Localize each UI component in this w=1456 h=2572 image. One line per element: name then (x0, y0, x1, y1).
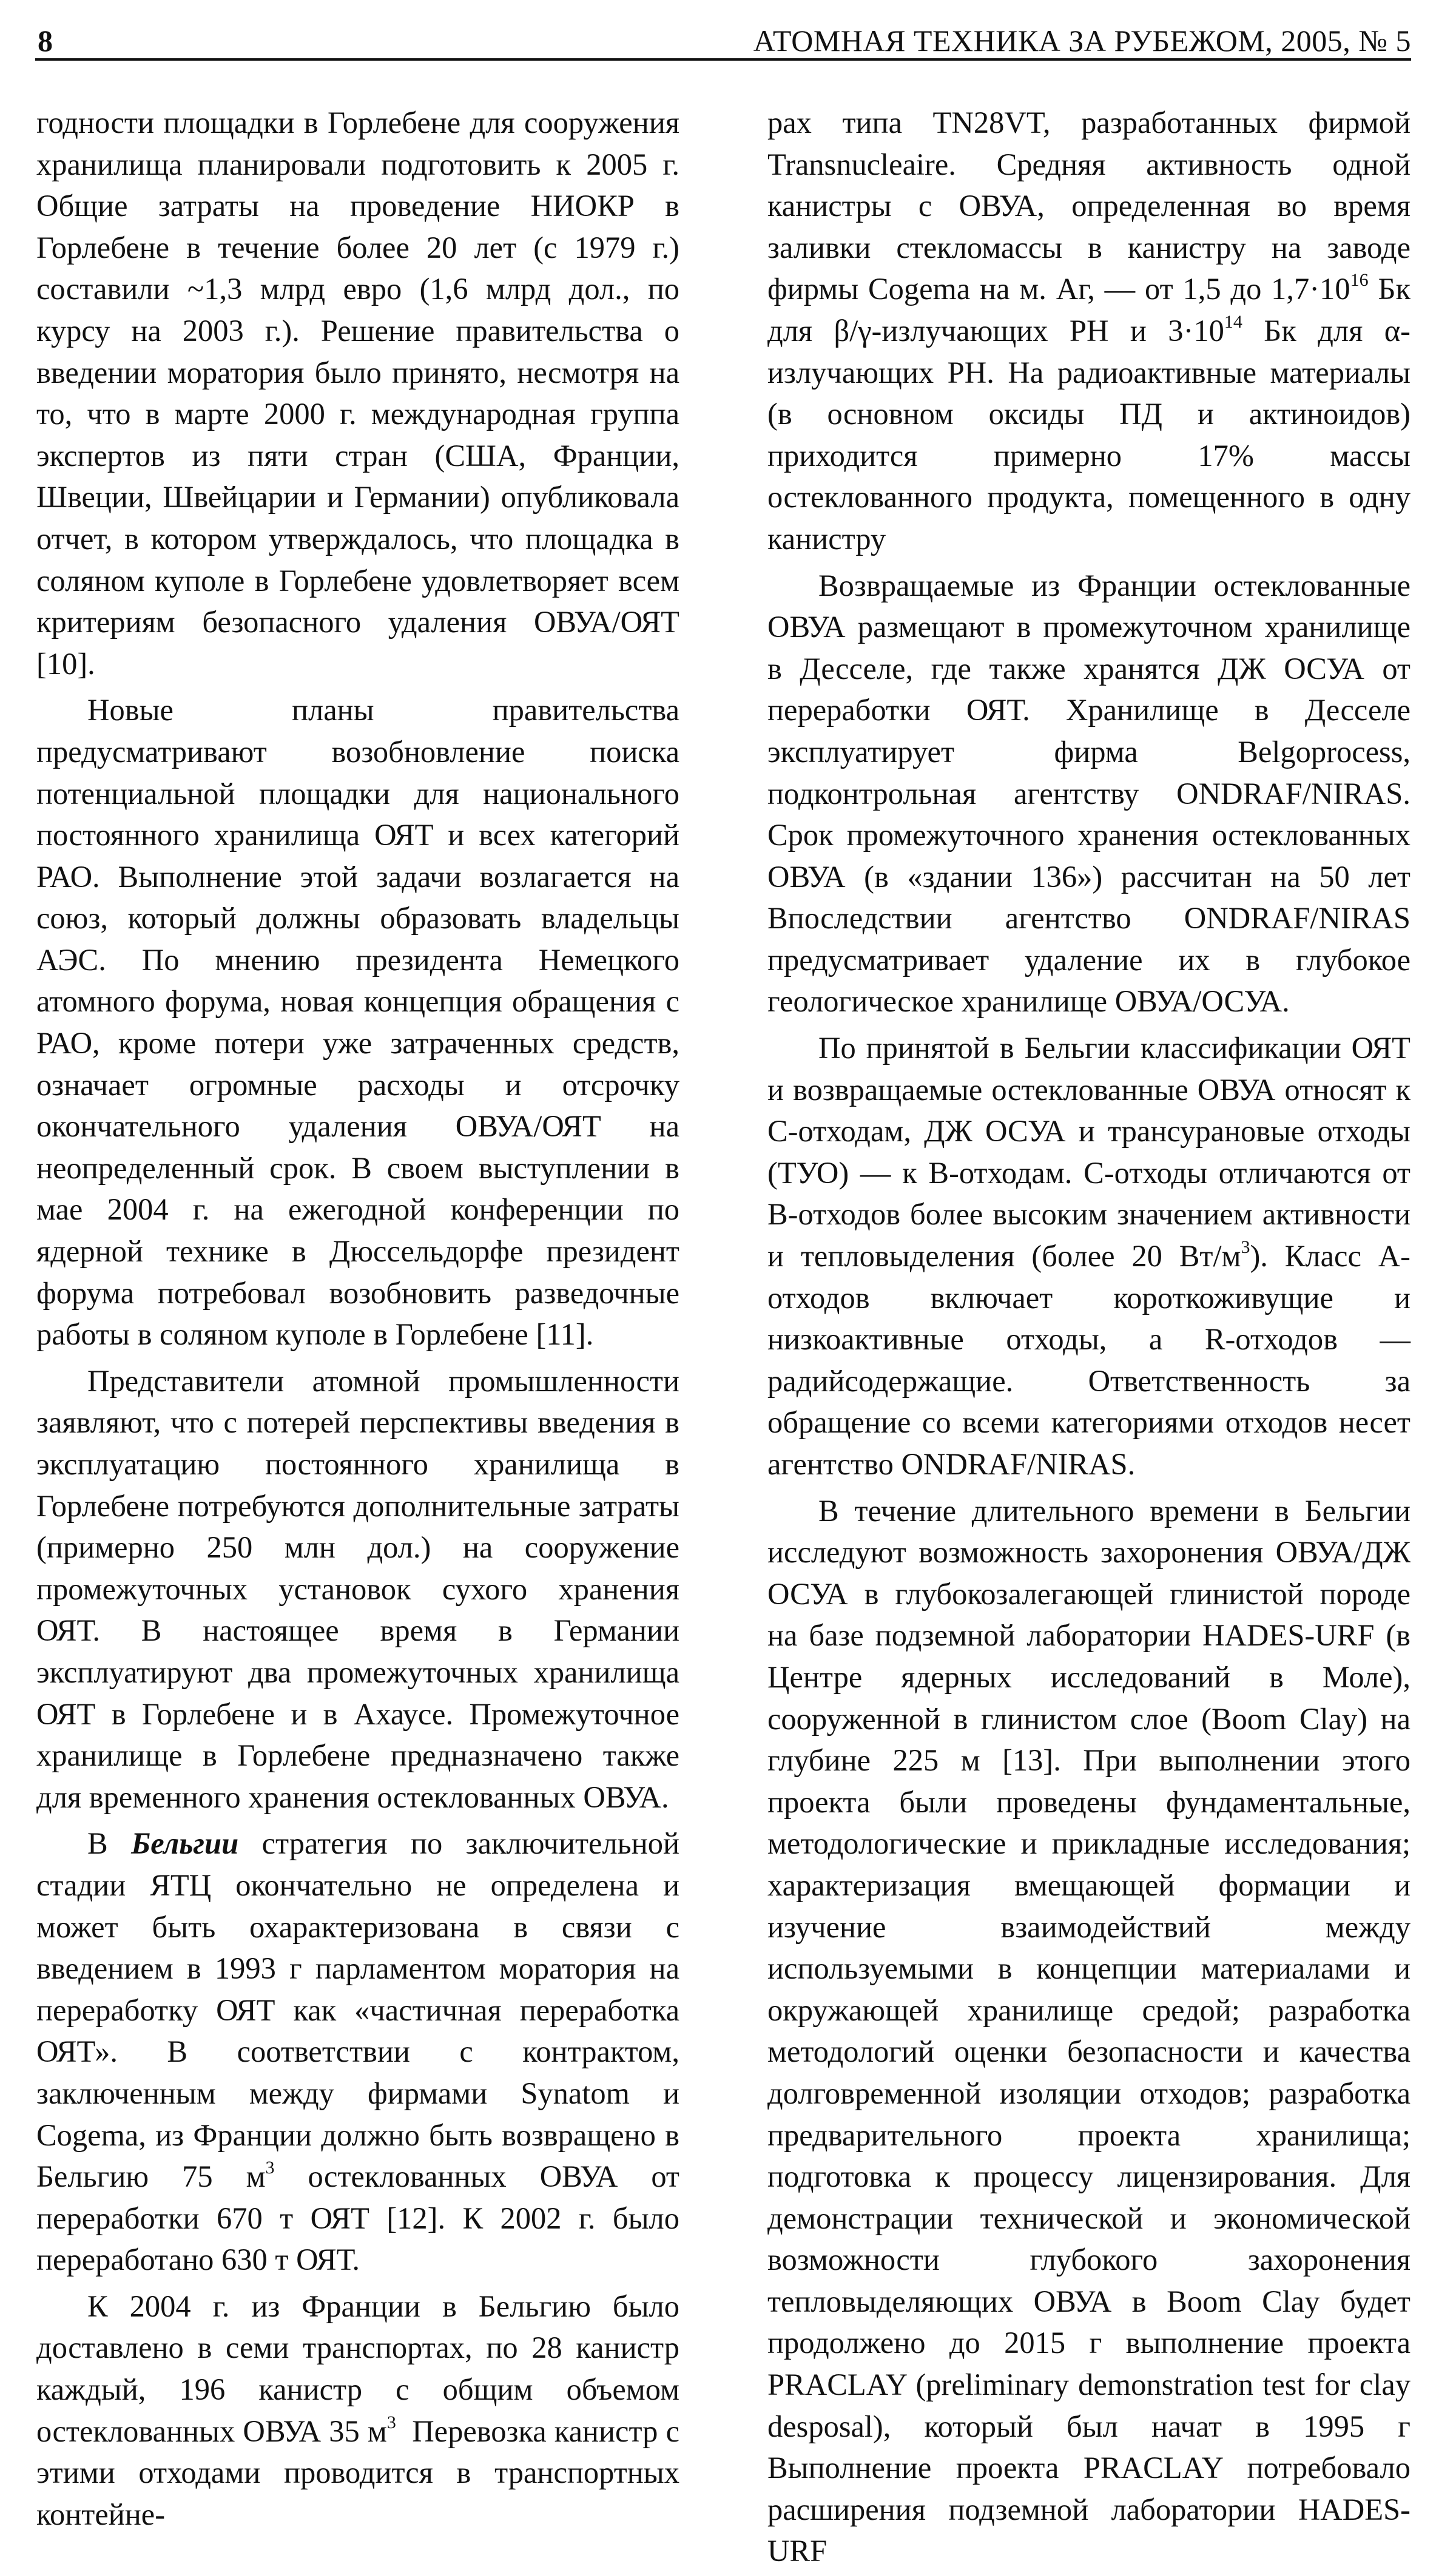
text-run: стратегия по заключительной стадии ЯТЦ окончательно не определена и может быть охарактеризована в связи с введением в 1993 г парламентом моратория на переработку ОЯТ как «частичная переработка ОЯТ». В соответствии с контрактом, заключенным между фирмами Synatom и Cogema, из Франции должно быть возвращено в Бельгию 75 м (36, 1826, 679, 2194)
right-column (767, 102, 1410, 2568)
left-column (36, 102, 679, 2531)
superscript: 3 (386, 2412, 396, 2432)
text-run: К 2004 г. из Франции в Бельгию было доставлено в семи транспортах, по 28 канистр каждый, 196 канистр с общим объемом остеклованных ОВУА 35 м (36, 2289, 679, 2448)
paragraph (767, 102, 1410, 560)
paragraph: В течение длительного времени в Бельгии исследуют возможность захоронения ОВУА/ДЖ ОСУА в глубокозалегающей глинистой породе на базе подземной лаборатории HADES-URF (в Центре ядерных исследований в Моле), сооруженной в глинистом слое (Boom Clay) на глубине 225 м [13]. При выполнении этого проекта были проведены фундаментальные, методологические и прикладные исследования; характеризация вмещающей формации и изучение взаимодействий между используемыми в концепции материалами и окружающей хранилище средой; разработка методологий оценки безопасности и качества долговременной изоляции отходов; разработка предварительного проекта хранилища; подготовка к процессу лицензирования. Для демонстрации технической и экономической возможности глубокого захоронения тепловыделяющих ОВУА в Boom Clay будет продолжено до 2015 г выполнение проекта PRACLAY (preliminary demonstration test for clay desposal), который был начат в 1995 г Выполнение проекта PRACLAY потребовало расширения подземной лаборатории HADES-URF (767, 1493, 1410, 2568)
paragraph: Представители атомной промышленности заявляют, что с потерей перспективы введения в эксплуатацию постоянного хранилища в Горлебене потребуются дополнительные затраты (примерно 250 млн дол.) на сооружение промежуточных установок сухого хранения ОЯТ. В настоящее время в Германии эксплуатируют два промежуточных хранилища ОЯТ в Горлебене и в Ахаусе. Промежуточное хранилище в Горлебене предназначено также для временного хранения остеклованных ОВУА. (36, 1363, 679, 1814)
page-header (35, 23, 1411, 61)
paragraph-belgium (36, 1823, 679, 2281)
paragraph (36, 2286, 679, 2536)
text-run: остеклованных ОВУА от переработки 670 т ОЯТ [12]. К 2002 г. было переработано 630 т ОЯТ. (36, 2159, 679, 2277)
paragraph (767, 1027, 1410, 1485)
text-run: Бк для β/γ-излучающих РН и 3·10 (767, 272, 1410, 348)
country-name-belgium: Бельгии (131, 1826, 239, 1861)
superscript: 3 (1241, 1237, 1250, 1258)
text-run: рах типа TN28VT, разработанных фирмой Transnucleaire. Средняя активность одной канистры с ОВУА, определенная во время заливки стекломассы в канистру на заводе фирмы Cogema на м. Аг, — от 1,5 до 1,7·10 (767, 106, 1410, 306)
page-number: 8 (38, 24, 53, 58)
superscript: 14 (1224, 311, 1242, 332)
superscript: 3 (265, 2158, 275, 2178)
text-run: В (87, 1826, 108, 1861)
paragraph: Возвращаемые из Франции остеклованные ОВУА размещают в промежуточном хранилище в Десселе, где также хранятся ДЖ ОСУА от переработки ОЯТ. Хранилище в Десселе эксплуатирует фирма Belgoprocess, подконтрольная агентству ONDRAF/NIRAS. Срок промежуточного хранения остеклованных ОВУА (в «здании 136») рассчитан на 50 лет Впоследствии агентство ONDRAF/NIRAS предусматривает удаление их в глубокое геологическое хранилище ОВУА/ОСУА. (767, 568, 1410, 1019)
text-run: ). Класс А-отходов включает короткоживущие и низкоактивные отходы, а R-отходов — радийсодержащие. Ответственность за обращение со всеми категориями отходов несет агентство ONDRAF/NIRAS. (767, 1239, 1410, 1481)
superscript: 16 (1350, 270, 1369, 291)
paragraph: Новые планы правительства предусматривают возобновление поиска потенциальной площадки для национального постоянного хранилища ОЯТ и всех категорий РАО. Выполнение этой задачи возлагается на союз, который должны образовать владельцы АЭС. По мнению президента Немецкого атомного форума, новая концепция обращения с РАО, кроме потери уже затраченных средств, означает огромные расходы и отсрочку окончательного удаления ОВУА/ОЯТ на неопределенный срок. В своем выступлении в мае 2004 г. на ежегодной конференции по ядерной технике в Дюссельдорфе президент форума потребовал возобновить разведочные работы в соляном куполе в Горлебене [11]. (36, 693, 679, 1352)
text-run: По принятой в Бельгии классификации ОЯТ и возвращаемые остеклованные ОВУА относят к С-отходам, ДЖ ОСУА и трансурановые отходы (ТУО) — к В-отходам. С-отходы отличаются от В-отходов более высоким значением активности и тепловыделения (более 20 Вт/м (767, 1031, 1410, 1274)
text-run: Перевозка канистр с этими отходами проводится в транспортных контейне- (36, 2414, 679, 2531)
paragraph: годности площадки в Горлебене для сооружения хранилища планировали подготовить к 2005 г. Общие затраты на проведение НИОКР в Горлебене в течение более 20 лет (с 1979 г.) составили ~1,3 млрд евро (1,6 млрд дол., по курсу на 2003 г.). Решение правительства о введении моратория было принято, несмотря на то, что в марте 2000 г. международная группа экспертов из пяти стран (США, Франции, Швеции, Швейцарии и Германии) опубликовала отчет, в котором утверждалось, что площадка в соляном куполе в Горлебене удовлетворяет всем критериям безопасного удаления ОВУА/ОЯТ [10]. (36, 106, 679, 681)
journal-title: АТОМНАЯ ТЕХНИКА ЗА РУБЕЖОМ, 2005, № 5 (753, 24, 1411, 58)
text-run: Бк для α-излучающих РН. На радиоактивные материалы (в основном оксиды ПД и актиноидов) приходится примерно 17% массы остеклованного продукта, помещенного в одну канистру (767, 313, 1410, 556)
